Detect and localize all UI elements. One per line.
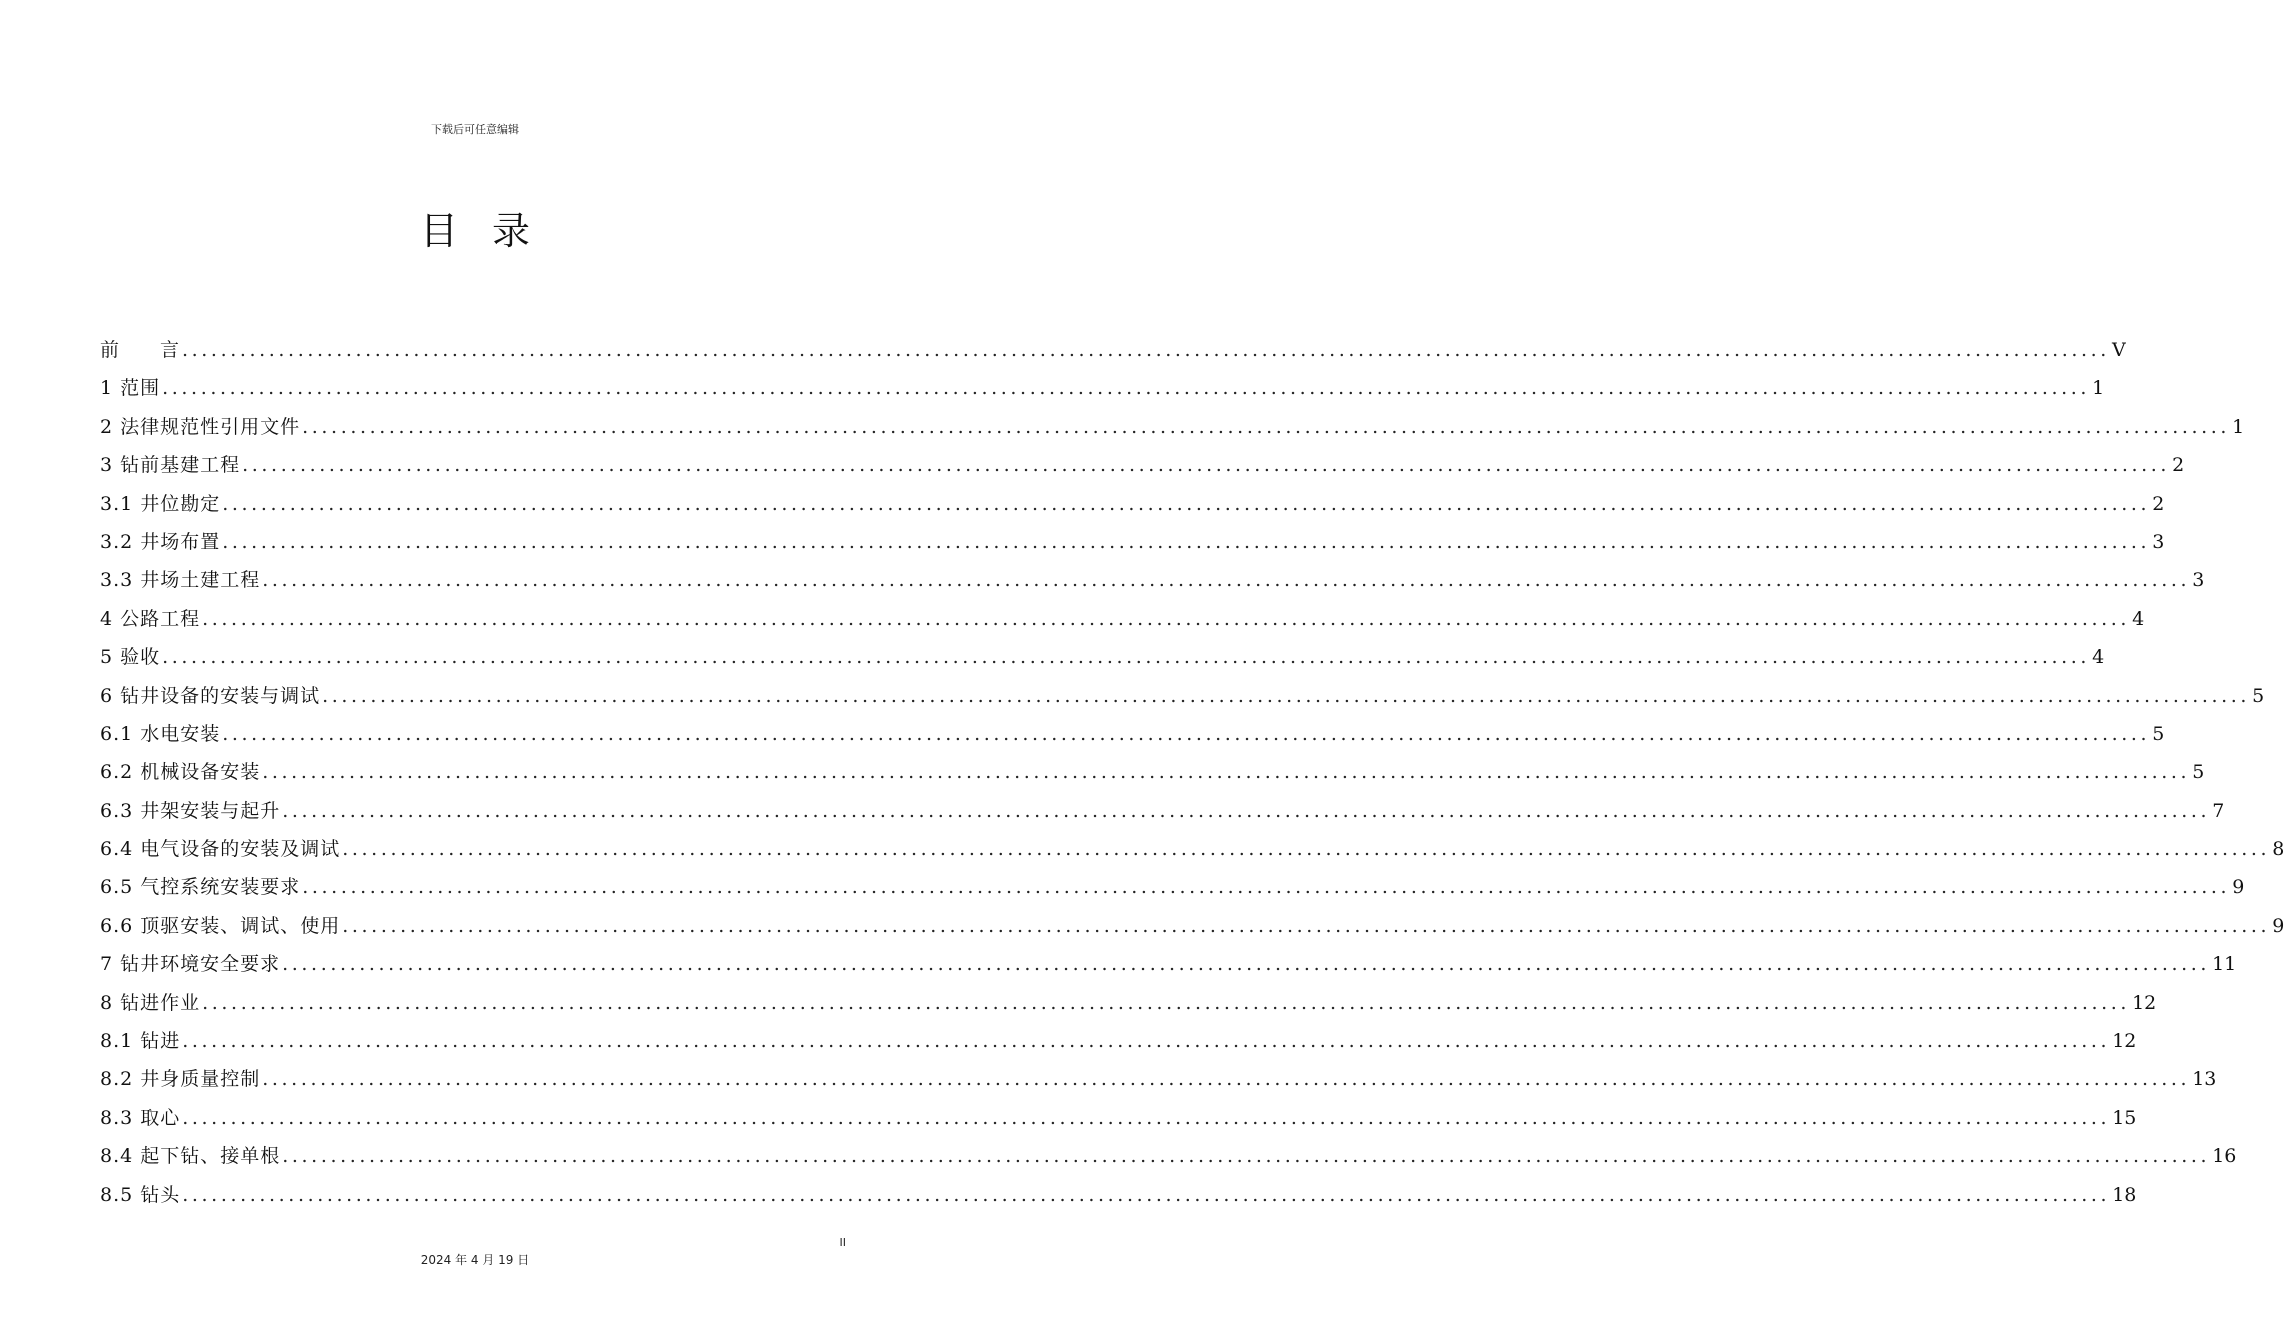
toc-entry-page: 13: [2192, 1068, 2217, 1091]
toc-entry-label: 8 钻进作业: [100, 991, 201, 1014]
toc-dot-leader: ........................................................................................................................................................................................................: [262, 569, 2191, 592]
toc-dot-leader: ........................................................................................................................................................................................................: [162, 377, 2091, 400]
toc-entry-label: 7 钻井环境安全要求: [100, 953, 281, 976]
toc-entry-label: 6.5 气控系统安装要求: [100, 876, 301, 899]
toc-entry-page: 1: [2092, 377, 2105, 400]
toc-entry[interactable]: [100, 792, 2225, 830]
toc-entry-page: 5: [2192, 761, 2205, 784]
toc-entry[interactable]: [100, 1137, 2237, 1175]
toc-entry-label: 8.4 起下钻、接单根: [100, 1145, 281, 1168]
toc-entry-page: 18: [2112, 1183, 2137, 1206]
toc-entry-label: 8.1 钻进: [100, 1030, 181, 1053]
toc-entry-label: 4 公路工程: [100, 607, 201, 630]
toc-entry-label: 6 钻井设备的安装与调试: [100, 684, 321, 707]
toc-entry-page: 9: [2272, 914, 2284, 937]
toc-entry[interactable]: [100, 485, 2165, 523]
toc-entry[interactable]: [100, 1060, 2217, 1098]
footer-date: 2024 年 4 月 19 日: [420, 1253, 530, 1267]
toc-dot-leader: ........................................................................................................................................................................................................: [342, 838, 2271, 861]
header-note: 下载后可任意编辑: [431, 123, 519, 136]
toc-entry-page: 5: [2252, 684, 2265, 707]
toc-entry-label: 6.6 顶驱安装、调试、使用: [100, 914, 341, 937]
toc-dot-leader: ........................................................................................................................................................................................................: [282, 799, 2211, 822]
toc-entry-page: 7: [2212, 799, 2225, 822]
toc-entry-label: 1 范围: [100, 377, 161, 400]
toc-dot-leader: ........................................................................................................................................................................................................: [342, 914, 2271, 937]
toc-entry[interactable]: [100, 408, 2245, 446]
toc-dot-leader: ........................................................................................................................................................................................................: [222, 722, 2151, 745]
toc-dot-leader: ........................................................................................................................................................................................................: [202, 991, 2131, 1014]
page-number: II: [839, 1236, 846, 1249]
toc-dot-leader: ........................................................................................................................................................................................................: [182, 1030, 2111, 1053]
toc-entry-page: 8: [2272, 838, 2284, 861]
toc-entry-label: 前 言: [100, 338, 181, 361]
toc-entry-label: 6.2 机械设备安装: [100, 761, 261, 784]
toc-entry[interactable]: [100, 868, 2245, 906]
toc-dot-leader: ........................................................................................................................................................................................................: [162, 646, 2091, 669]
toc-entry-page: 4: [2132, 607, 2145, 630]
toc-dot-leader: ........................................................................................................................................................................................................: [302, 876, 2231, 899]
toc-entry-page: 1: [2232, 415, 2245, 438]
page-title: 目录: [419, 209, 564, 253]
toc-entry-label: 2 法律规范性引用文件: [100, 415, 301, 438]
toc-entry-page: 3: [2192, 569, 2205, 592]
toc-dot-leader: ........................................................................................................................................................................................................: [202, 607, 2131, 630]
toc-entry[interactable]: [100, 1176, 2137, 1214]
toc-dot-leader: ........................................................................................................................................................................................................: [182, 1106, 2111, 1129]
toc-entry[interactable]: [100, 1099, 2137, 1137]
toc-entry[interactable]: [100, 715, 2165, 753]
toc-dot-leader: ........................................................................................................................................................................................................: [182, 338, 2110, 361]
toc-entry-page: 9: [2232, 876, 2245, 899]
toc-dot-leader: ........................................................................................................................................................................................................: [242, 454, 2171, 477]
toc-entry-label: 8.3 取心: [100, 1106, 181, 1129]
toc-entry-page: 11: [2212, 953, 2237, 976]
toc-entry[interactable]: [100, 561, 2205, 599]
toc-dot-leader: ........................................................................................................................................................................................................: [262, 761, 2191, 784]
toc-entry-page: 2: [2172, 454, 2185, 477]
toc-entry-label: 8.5 钻头: [100, 1183, 181, 1206]
toc-entry[interactable]: [100, 677, 2265, 715]
toc-entry[interactable]: [100, 1022, 2137, 1060]
toc-entry[interactable]: [100, 945, 2237, 983]
table-of-contents: [100, 331, 2284, 1214]
toc-dot-leader: ........................................................................................................................................................................................................: [322, 684, 2251, 707]
toc-entry-page: 12: [2132, 991, 2157, 1014]
toc-entry-page: 2: [2152, 492, 2165, 515]
toc-dot-leader: ........................................................................................................................................................................................................: [262, 1068, 2191, 1091]
toc-entry-page: V: [2111, 338, 2126, 361]
toc-entry-page: 16: [2212, 1145, 2237, 1168]
toc-dot-leader: ........................................................................................................................................................................................................: [222, 492, 2151, 515]
toc-entry-label: 5 验收: [100, 646, 161, 669]
toc-entry-label: 6.3 井架安装与起升: [100, 799, 281, 822]
toc-dot-leader: ........................................................................................................................................................................................................: [282, 953, 2211, 976]
toc-entry-label: 3 钻前基建工程: [100, 454, 241, 477]
toc-entry[interactable]: [100, 830, 2284, 868]
toc-entry-page: 3: [2152, 530, 2165, 553]
toc-entry[interactable]: [100, 446, 2185, 484]
toc-entry[interactable]: [100, 523, 2165, 561]
toc-entry[interactable]: [100, 600, 2145, 638]
toc-entry-page: 4: [2092, 646, 2105, 669]
toc-entry-label: 3.1 井位勘定: [100, 492, 221, 515]
toc-entry-label: 6.4 电气设备的安装及调试: [100, 838, 341, 861]
toc-entry[interactable]: [100, 331, 2126, 369]
toc-entry[interactable]: [100, 907, 2284, 945]
toc-entry-label: 6.1 水电安装: [100, 722, 221, 745]
toc-dot-leader: ........................................................................................................................................................................................................: [282, 1145, 2211, 1168]
toc-entry-label: 8.2 井身质量控制: [100, 1068, 261, 1091]
toc-entry[interactable]: [100, 369, 2105, 407]
toc-entry-page: 15: [2112, 1106, 2137, 1129]
toc-entry-label: 3.3 井场土建工程: [100, 569, 261, 592]
toc-entry[interactable]: [100, 984, 2157, 1022]
toc-entry[interactable]: [100, 753, 2205, 791]
toc-entry[interactable]: [100, 638, 2105, 676]
toc-dot-leader: ........................................................................................................................................................................................................: [182, 1183, 2111, 1206]
toc-dot-leader: ........................................................................................................................................................................................................: [222, 530, 2151, 553]
toc-entry-label: 3.2 井场布置: [100, 530, 221, 553]
toc-entry-page: 5: [2152, 722, 2165, 745]
toc-entry-page: 12: [2112, 1030, 2137, 1053]
toc-dot-leader: ........................................................................................................................................................................................................: [302, 415, 2231, 438]
